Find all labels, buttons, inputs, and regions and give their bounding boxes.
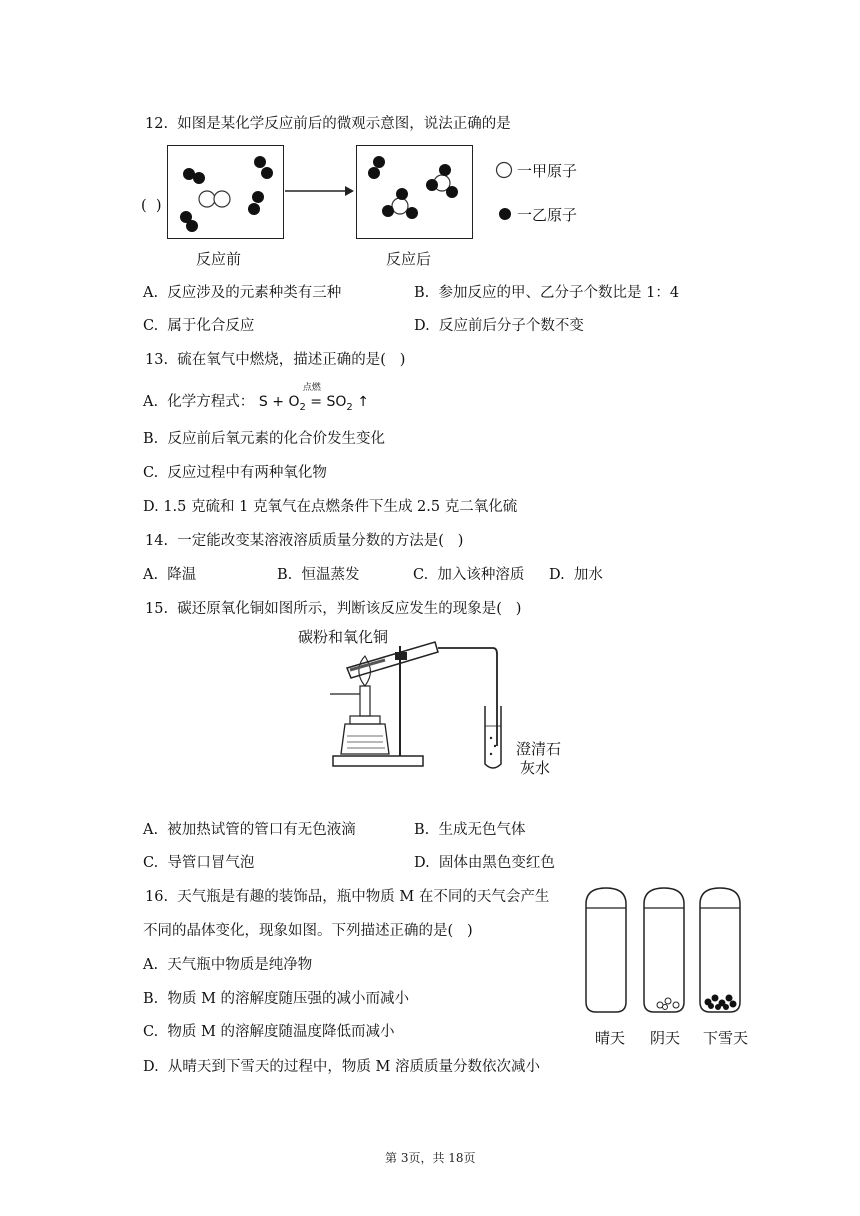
q12-before-label: 反应前: [196, 250, 242, 268]
q13-eq-arrow: ↑: [352, 394, 369, 410]
q14-option-a: A. 降温: [143, 567, 197, 583]
q12-legend-white-atom-icon: [495, 161, 513, 179]
q13-option-b: B. 反应前后氧元素的化合价发生变化: [143, 431, 385, 447]
q12-after-molecules: [357, 146, 472, 238]
q16-option-d: D. 从晴天到下雪天的过程中，物质 M 溶质质量分数依次减小: [143, 1059, 540, 1075]
q14-stem: 14. 一定能改变某溶液溶质质量分数的方法是( ): [145, 533, 464, 549]
q12-legend-b: 一乙原子: [517, 206, 578, 224]
q12-stem: 12. 如图是某化学反应前后的微观示意图，说法正确的是: [145, 116, 511, 132]
q12-before-molecules: [168, 146, 283, 238]
q16-option-b: B. 物质 M 的溶解度随压强的减小而减小: [143, 991, 410, 1007]
q13-equation: [258, 383, 369, 413]
q12-option-c: C. 属于化合反应: [143, 318, 255, 334]
q15-option-b: B. 生成无色气体: [414, 822, 526, 838]
q13-option-c: C. 反应过程中有两种氧化物: [143, 465, 327, 481]
q15-apparatus-illustration: [325, 646, 525, 776]
q13-option-a-prefix: A. 化学方程式：: [143, 394, 255, 410]
q13-option-a: [143, 383, 369, 413]
q13-eq-left: S + O: [258, 394, 300, 410]
q15-option-c: C. 导管口冒气泡: [143, 855, 255, 871]
q12-after-label: 反应后: [386, 250, 432, 268]
q15-limewater-label-2: 灰水: [520, 759, 551, 777]
q16-option-a: A. 天气瓶中物质是纯净物: [143, 957, 313, 973]
q12-option-b: B. 参加反应的甲、乙分子个数比是 1：4: [414, 285, 680, 301]
q16-weather-bottles: [582, 886, 752, 1014]
q12-answer-paren: ( ): [141, 198, 162, 214]
q13-stem: 13. 硫在氧气中燃烧，描述正确的是( ): [145, 352, 406, 368]
q12-before-frame: [167, 145, 284, 239]
q16-stem-line-2: 不同的晶体变化，现象如图。下列描述正确的是( ): [143, 923, 473, 939]
q12-after-frame: [356, 145, 473, 239]
page-footer: 第 3页，共 18页: [385, 1151, 476, 1165]
q13-eq-mid: = SO: [305, 394, 347, 410]
q16-bottle-label-1: 晴天: [595, 1029, 626, 1047]
q15-stem: 15. 碳还原氧化铜如图所示，判断该反应发生的现象是( ): [145, 601, 522, 617]
q16-stem-line-1: 16. 天气瓶是有趣的装饰品，瓶中物质 M 在不同的天气会产生: [145, 889, 550, 905]
q15-option-d: D. 固体由黑色变红色: [414, 855, 555, 871]
q12-option-a: A. 反应涉及的元素种类有三种: [143, 285, 342, 301]
q16-bottle-label-2: 阴天: [650, 1029, 681, 1047]
q12-option-d: D. 反应前后分子个数不变: [414, 318, 584, 334]
q12-legend-black-atom-icon: [497, 206, 513, 222]
q16-bottle-label-3: 下雪天: [703, 1029, 749, 1047]
q14-option-c: C. 加入该种溶质: [413, 567, 525, 583]
q15-tube-label: 碳粉和氧化铜: [298, 628, 389, 646]
q13-eq-sub2: 2: [346, 401, 353, 413]
q12-legend-a: 一甲原子: [517, 162, 578, 180]
q14-option-b: B. 恒温蒸发: [277, 567, 360, 583]
q16-option-c: C. 物质 M 的溶解度随温度降低而减小: [143, 1024, 395, 1040]
q13-eq-sub1: 2: [299, 401, 306, 413]
q15-option-a: A. 被加热试管的管口有无色液滴: [143, 822, 356, 838]
q13-option-d: D. 1.5 克硫和 1 克氧气在点燃条件下生成 2.5 克二氧化硫: [143, 499, 518, 515]
q13-eq-condition: 点燃: [302, 383, 321, 393]
q15-limewater-label-1: 澄清石: [516, 740, 562, 758]
q12-reaction-arrow: [285, 184, 355, 198]
q14-option-d: D. 加水: [549, 567, 603, 583]
